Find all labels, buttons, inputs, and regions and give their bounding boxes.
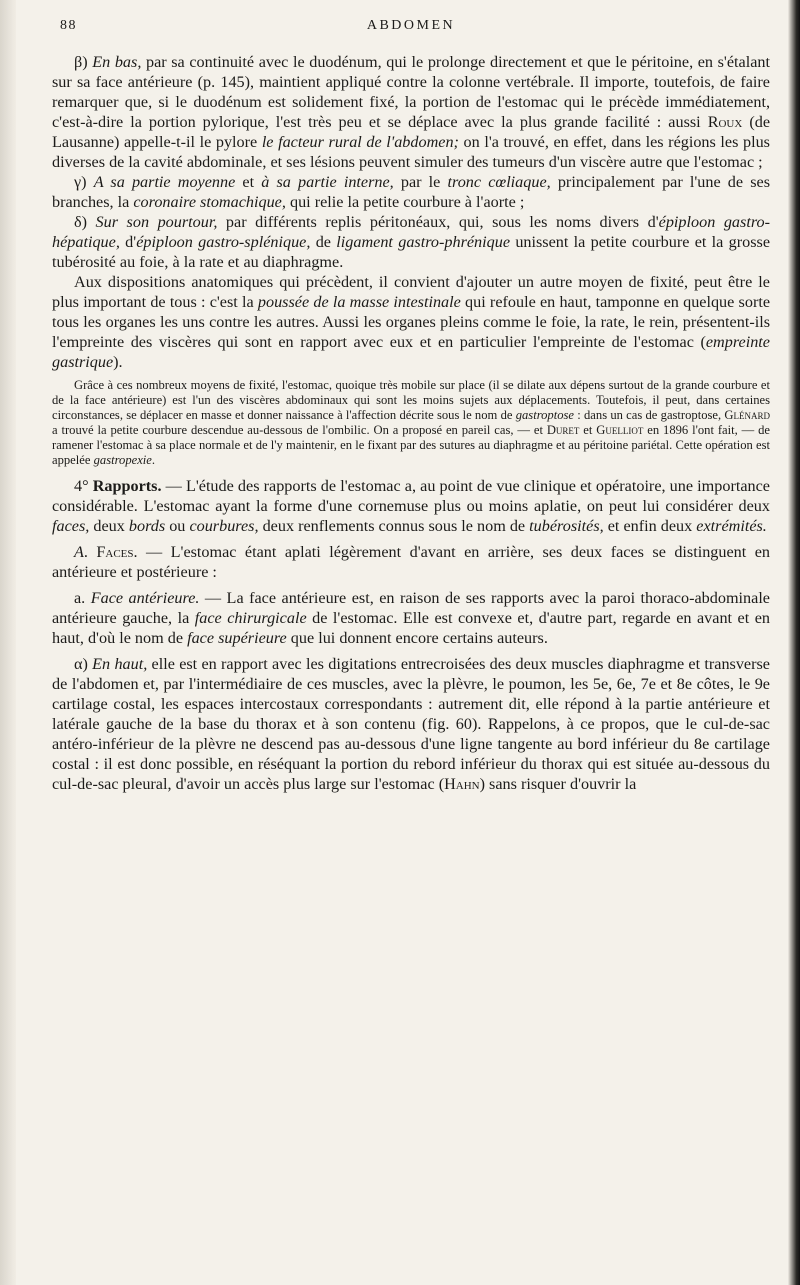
running-header [52, 18, 770, 44]
page-edge-left [0, 0, 16, 1285]
paragraph-beta: β) En bas, par sa continuité avec le duodénum, qui le prolonge directement et que le péritoine, en s'étalant sur sa face antérieure (p. 145), maintient appliqué contre la colonne vertébrale. Il importe, toutefois, de faire remarquer que, si le duodénum est solidement fixé, la portion de l'estomac qui le précède immédiatement, c'est-à-dire la portion pylorique, l'est très peu et se déplace avec la plus grande facilité : aussi Roux (de Lausanne) appelle-t-il le pylore le facteur rural de l'abdomen; on l'a trouvé, en effet, dans les régions les plus diverses de la cavité abdominale, et ses lésions peuvent simuler des tumeurs d'un viscère autre que l'estomac ; [52, 53, 770, 171]
paragraph-rapports: 4° Rapports. — L'étude des rapports de l'estomac a, au point de vue clinique et opératoire, une importance considérable. L'estomac ayant la forme d'une cornemuse plus ou moins aplatie, on peut lui considérer deux faces, deux bords ou courbures, deux renflements connus sous le nom de tubérosités, et enfin deux extrémités. [52, 477, 770, 535]
paragraph-aux-dispositions: Aux dispositions anatomiques qui précèdent, il convient d'ajouter un autre moyen de fixité, peut être le plus important de tous : c'est la poussée de la masse intestinale qui refoule en haut, tamponne en quelque sorte tous les organes les uns contre les autres. Aussi les organes pleins comme le foie, la rate, le rein, présentent-ils l'empreinte des viscères qui sont en rapport avec eux et en particulier l'empreinte de l'estomac (empreinte gastrique). [52, 273, 771, 371]
paragraph-face-anterieure: a. Face antérieure. — La face antérieure est, en raison de ses rapports avec la paroi thoraco-abdominale antérieure gauche, la face chirurgicale de l'estomac. Elle est convexe et, d'autre part, regarde en avant et en haut, d'où le nom de face supérieure que lui donnent encore certains auteurs. [52, 589, 770, 647]
book-page [52, 18, 770, 794]
paragraph-alpha: α) En haut, elle est en rapport avec les digitations entrecroisées des deux muscles diaphragme et transverse de l'abdomen et, par l'intermédiaire de ces muscles, avec la plèvre, le poumon, les 5e, 6e, 7e et 8e côtes, le 9e cartilage costal, les espaces intercostaux correspondants : autrement dit, elle répond à la partie antérieure et latérale gauche de la base du thorax et à son contenu (fig. 60). Rappelons, à ce propos, que le cul-de-sac antéro-inférieur de la plèvre ne descend pas au-dessous d'une ligne tangente au bord inférieur du 8e cartilage costal : il est donc possible, en réséquant la portion du rebord inférieur du thorax qui est située au-dessous du cul-de-sac pleural, d'avoir un accès plus large sur l'estomac (Hahn) sans risquer d'ouvrir la [52, 655, 770, 793]
running-title: ABDOMEN [366, 18, 456, 33]
page-edge-right [788, 0, 800, 1285]
paragraph-small-note: Grâce à ces nombreux moyens de fixité, l'estomac, quoique très mobile sur place (il se dilate aux dépens surtout de la grande courbure et de la face antérieure) est l'un des viscères abdominaux qui sont les moins sujets aux déplacements. Toutefois, il peut, dans certaines circonstances, se déplacer en masse et donner naissance à l'affection décrite sous le nom de gastroptose : dans un cas de gastroptose, Glénard a trouvé la petite courbure descendue au-dessous de l'ombilic. On a proposé en pareil cas, — et Duret et Guelliot en 1896 l'ont fait, — de ramener l'estomac à sa place normale et de l'y maintenir, en le fixant par des sutures au diaphragme et au péritoine pariétal. Cette opération est appelée gastropexie. [52, 378, 770, 467]
section-heading-faces: Faces. [96, 543, 138, 561]
paragraph-faces: A. Faces. — L'estomac étant aplati légèrement d'avant en arrière, ses deux faces se distinguent en antérieure et postérieure : [52, 543, 770, 581]
paragraph-delta: δ) Sur son pourtour, par différents replis péritonéaux, qui, sous les noms divers d'épiploon gastro-hépatique, d'épiploon gastro-splénique, de ligament gastro-phrénique unissent la petite courbure et la grosse tubérosité au foie, à la rate et au diaphragme. [52, 213, 771, 271]
section-heading-rapports: Rapports. [92, 477, 162, 495]
paragraph-gamma: γ) A sa partie moyenne et à sa partie interne, par le tronc cœliaque, principalement par l'une de ses branches, la coronaire stomachique, qui relie la petite courbure à l'aorte ; [52, 173, 770, 211]
page-number: 88 [60, 18, 77, 33]
